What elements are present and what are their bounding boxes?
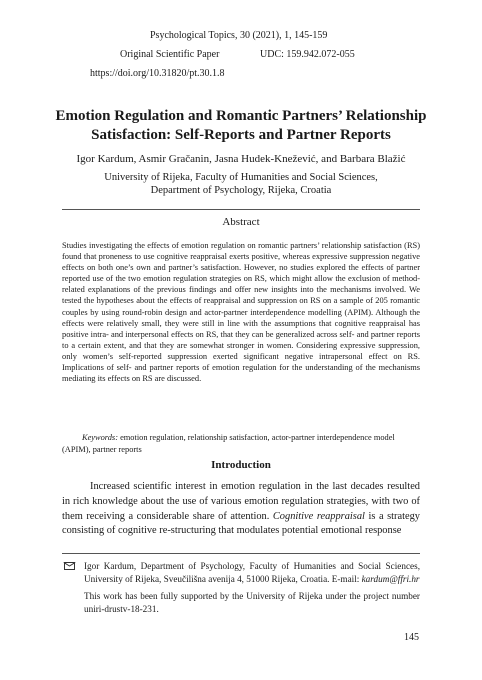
abstract-top-rule bbox=[62, 209, 420, 210]
keywords-text: emotion regulation, relationship satisfaction, actor-partner interdependence model (APIM), partner reports bbox=[62, 433, 395, 454]
intro-text-after: is a strategy consisting of cognitive re-structuring that modulates potential emotional response bbox=[62, 510, 420, 537]
affiliation-line-2: Department of Psychology, Rijeka, Croatia bbox=[150, 184, 332, 196]
journal-citation: Psychological Topics, 30 (2021), 1, 145-159 bbox=[150, 30, 328, 41]
footnote-support: This work has been fully supported by the University of Rijeka under the project number uniri-drustv-18-231. bbox=[84, 591, 420, 614]
intro-text-before: Increased scientific interest in emotion regulation in the last decades resulted in rich knowledge about the use of various emotion regulation strategies, with two of them receiving a considerable share of attention. bbox=[62, 481, 420, 522]
article-title bbox=[40, 107, 442, 145]
keywords bbox=[62, 432, 420, 455]
introduction-text bbox=[62, 480, 420, 539]
keywords-label: Keywords: bbox=[82, 433, 118, 442]
footnote-email-link[interactable]: kardum@ffri.hr bbox=[361, 573, 420, 584]
affiliation bbox=[40, 172, 442, 197]
title-line-1: Emotion Regulation and Romantic Partners’ Relationship bbox=[55, 108, 427, 124]
footnote bbox=[62, 560, 420, 615]
footnote-contact-text: Igor Kardum, Department of Psychology, Faculty of Humanities and Social Sciences, University of Rijeka, Sveučilišna avenija 4, 51000 Rijeka, Croatia. E-mail: bbox=[84, 561, 420, 584]
page-number: 145 bbox=[404, 632, 419, 643]
abstract-text: Studies investigating the effects of emotion regulation on romantic partners’ relationship satisfaction (RS) found that proneness to use cognitive reappraisal exerts positive, whereas expressive suppression negative effects on both one’s own and partner’s satisfaction. However, no studies explored the effects of partner reported use of the two emotion regulation strategies on RS, which might allow the exclusion of method-related explanations of the previous findings and offer new insights into the mechanisms involved. We tested the hypotheses about the effects of reappraisal and suppression on RS on a sample of 205 romantic couples by using round-robin design and actor-partner interdependence modelling (APIM). Although the effects were relatively small, they were still in line with the assumptions that cognitive reappraisal has positive intra- and interpersonal effects on RS, that they can be generalized across self- and partner reports to a certain extent, and that they are somewhat stronger in women. Considering expressive suppression, only women’s self-reported suppression exerted significant negative intrapersonal effect on RS. Implications of self- and partner reports of emotion regulation for the understanding of the mechanisms mediating its effects on RS are discussed. bbox=[62, 241, 420, 384]
udc-code: UDC: 159.942.072-055 bbox=[260, 49, 355, 60]
footnote-contact bbox=[62, 560, 420, 585]
intro-term: Cognitive reappraisal bbox=[272, 510, 365, 522]
doi-link[interactable]: https://doi.org/10.31820/pt.30.1.8 bbox=[90, 68, 225, 79]
abstract-heading: Abstract bbox=[222, 216, 260, 228]
footnote-rule bbox=[62, 553, 420, 554]
envelope-icon bbox=[64, 562, 75, 570]
affiliation-line-1: University of Rijeka, Faculty of Humanities and Social Sciences, bbox=[104, 172, 378, 183]
paper-type: Original Scientific Paper bbox=[120, 49, 220, 60]
title-line-2: Satisfaction: Self-Reports and Partner Reports bbox=[91, 127, 391, 143]
introduction-heading: Introduction bbox=[211, 459, 271, 471]
author-list: Igor Kardum, Asmir Gračanin, Jasna Hudek-Knežević, and Barbara Blažić bbox=[76, 153, 406, 165]
